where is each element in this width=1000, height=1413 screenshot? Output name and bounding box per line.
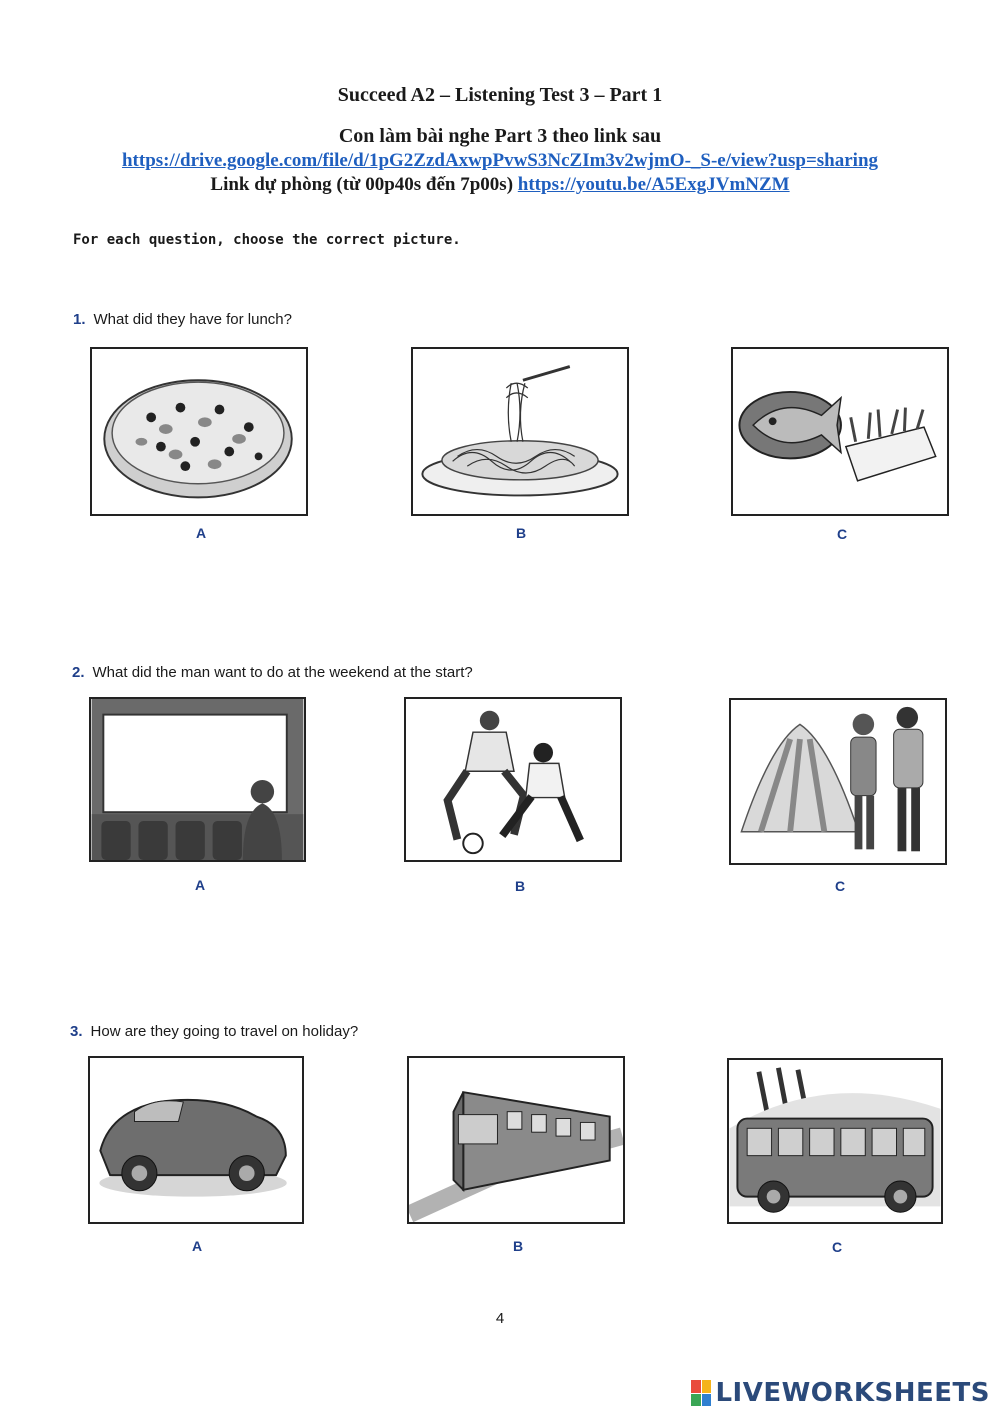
logo-mark-icon — [691, 1380, 711, 1406]
option-1a-label: A — [195, 525, 207, 541]
car-icon — [90, 1058, 302, 1222]
question-text: What did they have for lunch? — [93, 311, 292, 328]
question-1 — [73, 311, 292, 328]
option-2a-picture[interactable] — [89, 697, 306, 862]
train-icon — [409, 1058, 623, 1222]
backup-link-prefix: Link dự phòng (từ 00p40s đến 7p00s) — [210, 174, 518, 195]
page-number: 4 — [495, 1310, 505, 1327]
option-3b-picture[interactable] — [407, 1056, 625, 1224]
question-text: How are they going to travel on holiday? — [90, 1023, 359, 1040]
liveworksheets-logo — [691, 1376, 990, 1410]
question-number: 1. — [73, 311, 86, 328]
bus-icon — [729, 1060, 941, 1222]
drive-link[interactable]: https://drive.google.com/file/d/1pG2ZzdAxwpPvwS3NcZIm3v2wjmO-_S-e/view?usp=sharing — [121, 150, 879, 171]
question-number: 3. — [70, 1023, 83, 1040]
question-number: 2. — [72, 664, 85, 681]
page-subtitle: Con làm bài nghe Part 3 theo link sau — [338, 125, 662, 147]
option-1b-label: B — [515, 525, 527, 541]
option-2b-label: B — [514, 878, 526, 894]
cinema-icon — [91, 699, 304, 860]
option-2b-picture[interactable] — [404, 697, 622, 862]
page-title: Succeed A2 – Listening Test 3 – Part 1 — [337, 84, 663, 106]
option-1b-picture[interactable] — [411, 347, 629, 516]
instructions: For each question, choose the correct picture. — [73, 232, 461, 248]
fish-and-chips-icon — [733, 349, 947, 514]
option-3a-picture[interactable] — [88, 1056, 304, 1224]
question-3 — [70, 1023, 358, 1040]
option-3a-label: A — [191, 1238, 203, 1254]
option-3c-label: C — [831, 1239, 843, 1255]
pizza-icon — [92, 349, 306, 514]
option-2c-picture[interactable] — [729, 698, 947, 865]
option-1a-picture[interactable] — [90, 347, 308, 516]
option-1c-picture[interactable] — [731, 347, 949, 516]
logo-text: LIVEWORKSHEETS — [715, 1378, 990, 1408]
option-2c-label: C — [834, 878, 846, 894]
drive-link-line — [0, 150, 1000, 172]
circus-icon — [731, 700, 945, 863]
youtube-link[interactable]: https://youtu.be/A5ExgJVmNZM — [517, 174, 790, 195]
spaghetti-icon — [413, 349, 627, 514]
option-3b-label: B — [512, 1238, 524, 1254]
option-3c-picture[interactable] — [727, 1058, 943, 1224]
backup-link-line — [0, 174, 1000, 196]
question-2 — [72, 664, 473, 681]
question-text: What did the man want to do at the weekend at the start? — [92, 664, 473, 681]
option-2a-label: A — [194, 877, 206, 893]
football-icon — [406, 699, 620, 860]
option-1c-label: C — [836, 526, 848, 542]
